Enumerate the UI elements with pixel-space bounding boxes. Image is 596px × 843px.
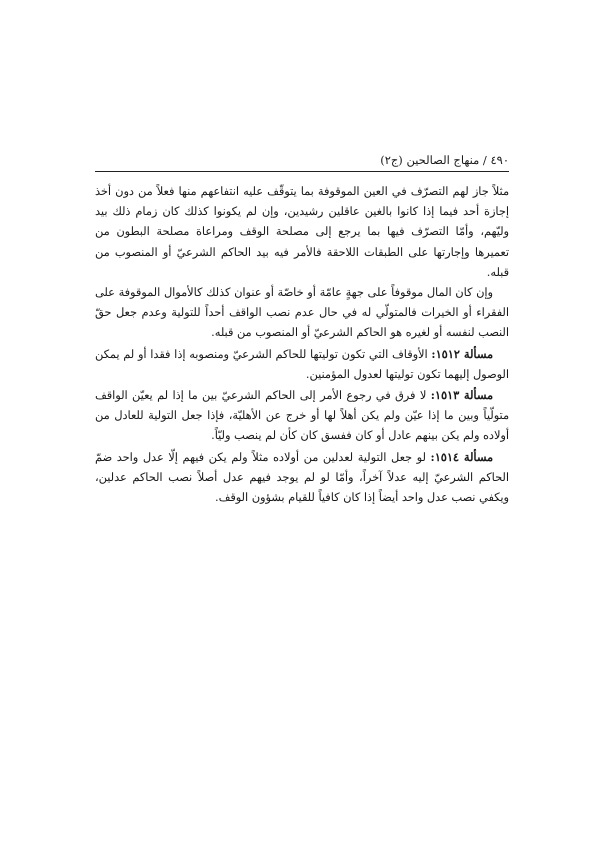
issue-text: الأوقاف التي تكون توليتها للحاكم الشرعيّ ومنصوبه إذا فقدا أو لم يمكن الوصول إليهما تكون توليتها لعدول المؤمنين. <box>95 347 509 381</box>
issue-label: مسألة ١٥١٤: <box>430 449 493 464</box>
running-header: ٤٩٠ / منهاج الصالحين (ج٢) <box>380 153 509 167</box>
paragraph-text: مثلاً جاز لهم التصرّف في العين الموقوفة بما يتوقّف عليه انتفاعهم منها فعلاً من دون أخذ إجازة أحد فيما إذا كانوا بالغين عاقلين رشيدين، وإن لم يكونوا كذلك كان زمام ذلك بيد وليّهم، وأمّا التصرّف فيها بما يرجع إلى مصلحة الوقف ومراعاة مصلحة البطون من تعميرها وإجارتها على الطبقات اللاحقة فالأمر فيه بيد الحاكم الشرعيّ أو المنصوب من قبله. <box>95 185 509 279</box>
issue-label: مسألة ١٥١٣: <box>430 388 493 403</box>
issue-1514 <box>95 447 509 509</box>
page-body <box>95 182 509 508</box>
issue-1513 <box>95 385 509 447</box>
paragraph-text: وإن كان المال موقوفاً على جهةٍ عامّة أو خاصّة أو عنوان كذلك كالأموال الموقوفة على الفقراء أو الخيرات فالمتولّي له في حال عدم نصب الواقف أحداً للتولية وعدم جعل حقّ النصب لنفسه أو لغيره هو الحاكم الشرعيّ أو المنصوب من قبله. <box>95 286 509 340</box>
header-rule <box>95 171 509 172</box>
issue-label: مسألة ١٥١٢: <box>431 346 493 361</box>
issue-1512 <box>95 344 509 385</box>
paragraph <box>95 283 509 344</box>
paragraph-continuation <box>95 182 509 283</box>
issue-text: لو جعل التولية لعدلين من أولاده مثلاً ولم يكن فيهم إلّا عدل واحد ضمّ الحاكم الشرعيّ إليه عدلاً آخراً، وأمّا لو لم يوجد فيهم عدل أصلاً نصب الحاكم عدلين، ويكفي نصب عدل واحد أيضاً إذا كان كافياً للقيام بشؤون الوقف. <box>95 450 509 505</box>
issue-text: لا فرق في رجوع الأمر إلى الحاكم الشرعيّ بين ما إذا لم يعيّن الواقف متولّياً وبين ما إذا عيّن ولم يكن أهلاً لها أو خرج عن الأهليّة، فإذا جعل التولية للعادل من أولاده ولم يكن بينهم عادل أو كان ففسق كان كأن لم ينصب وليّاً. <box>95 389 509 443</box>
